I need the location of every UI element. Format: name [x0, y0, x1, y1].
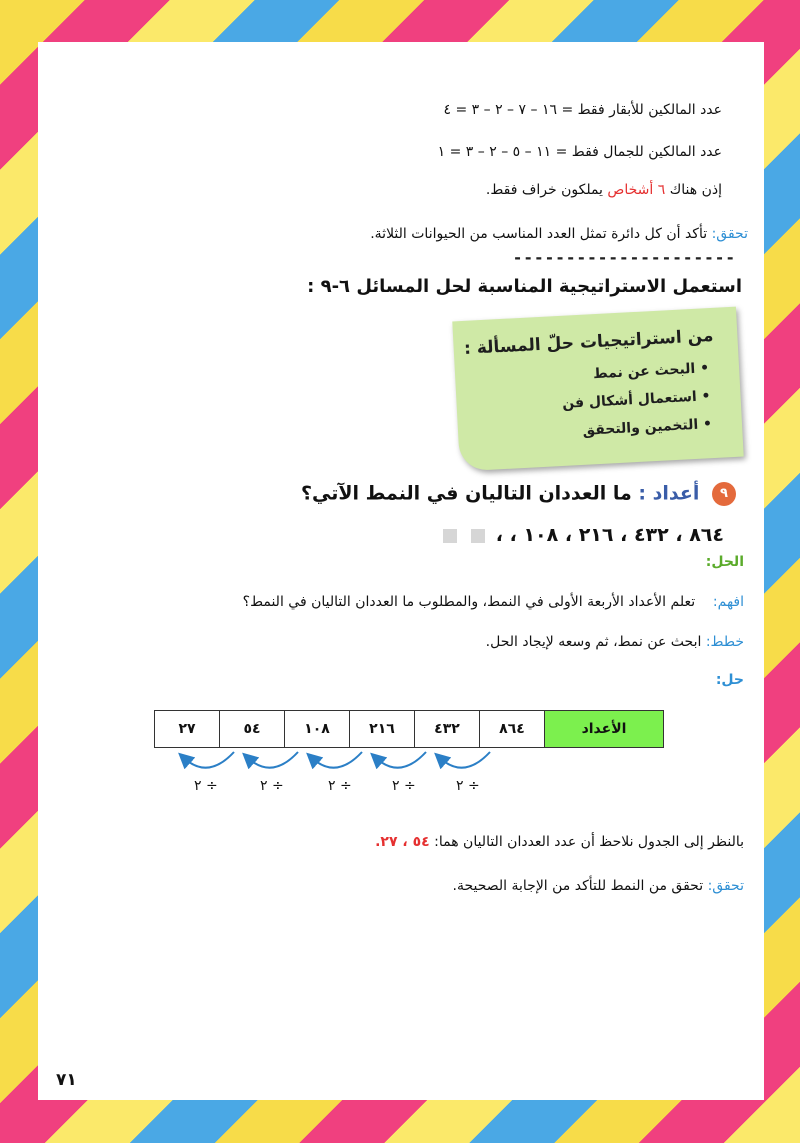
solve-label: حل:	[715, 672, 744, 688]
table-cell: ١٠٨	[285, 711, 350, 748]
table-header-cell: الأعداد	[545, 711, 664, 748]
question-label: أعداد :	[638, 482, 700, 505]
sequence-line	[439, 524, 724, 546]
blank-box-1	[471, 529, 485, 543]
understand-text: تعلم الأعداد الأربعة الأولى في النمط، والمطلوب ما العددان التاليان في النمط؟	[242, 594, 696, 610]
note-title: من استراتيجيات حلّ المسألة :	[463, 325, 714, 359]
divider-line: ---------------------	[512, 248, 736, 267]
divide-label-2: ÷ ٢	[392, 778, 416, 794]
sheep-line-prefix: إذن هناك	[669, 182, 722, 198]
conclusion-text: بالنظر إلى الجدول نلاحظ أن عدد العددان التاليان هما:	[434, 834, 744, 850]
solution-label: الحل:	[705, 554, 744, 570]
sheep-only-line	[486, 182, 722, 198]
table-cell: ٢١٦	[350, 711, 415, 748]
pattern-table	[154, 710, 664, 748]
plan-text: ابحث عن نمط، ثم وسعه لإيجاد الحل.	[485, 634, 702, 650]
section-heading: استعمل الاستراتيجية المناسبة لحل المسائل ٦-٩ :	[307, 276, 742, 297]
arrow-1	[440, 752, 490, 768]
final-check-text: تحقق من النمط للتأكد من الإجابة الصحيحة.	[452, 878, 704, 894]
conclusion-line	[375, 834, 744, 850]
plan-label: خطط:	[705, 634, 744, 650]
check-line	[370, 226, 748, 242]
arrow-5	[184, 752, 234, 768]
divide-label-3: ÷ ٢	[328, 778, 352, 794]
question-number-badge: ٩	[712, 482, 736, 506]
divide-label-1: ÷ ٢	[456, 778, 480, 794]
note-item-pattern: • البحث عن نمط	[592, 360, 710, 383]
understand-label: افهم:	[712, 594, 744, 610]
final-check-line	[453, 878, 745, 894]
strategies-sticky-note	[452, 307, 743, 472]
final-check-label: تحقق:	[707, 878, 744, 894]
note-item-guess-check: • التخمين والتحقق	[582, 416, 713, 439]
arrow-3	[312, 752, 362, 768]
arrow-4	[248, 752, 298, 768]
blank-box-2	[443, 529, 457, 543]
conclusion-answer: ٥٤ ، ٢٧.	[375, 834, 430, 850]
divide-label-4: ÷ ٢	[260, 778, 284, 794]
page	[38, 42, 764, 1100]
table-cell-answer: ٢٧	[155, 711, 220, 748]
sheep-line-suffix: يملكون خراف فقط.	[485, 182, 603, 198]
table-cell: ٨٦٤	[480, 711, 545, 748]
note-item-venn: • استعمال أشكال فن	[561, 388, 711, 412]
sequence-text: ٨٦٤ ، ٤٣٢ ، ٢١٦ ، ١٠٨ ، ،	[489, 524, 724, 546]
camels-only-line: عدد المالكين للجمال فقط = ١١ – ٥ – ٢ – ٣ = ١	[437, 144, 722, 160]
question-line	[301, 482, 736, 506]
page-number: ٧١	[56, 1070, 77, 1090]
understand-line	[243, 594, 744, 610]
cows-only-line: عدد المالكين للأبقار فقط = ١٦ – ٧ – ٢ – ٣ = ٤	[443, 102, 722, 118]
table-cell-answer: ٥٤	[220, 711, 285, 748]
check-label: تحقق:	[711, 226, 748, 242]
pattern-row	[155, 711, 664, 748]
check-text: تأكد أن كل دائرة تمثل العدد المناسب من الحيوانات الثلاثة.	[370, 226, 708, 242]
table-cell: ٤٣٢	[415, 711, 480, 748]
sheep-count-highlight: ٦ أشخاص	[607, 182, 666, 198]
plan-line	[486, 634, 744, 650]
divide-label-5: ÷ ٢	[194, 778, 218, 794]
arrow-2	[376, 752, 426, 768]
question-text: ما العددان التاليان في النمط الآتي؟	[301, 482, 632, 505]
